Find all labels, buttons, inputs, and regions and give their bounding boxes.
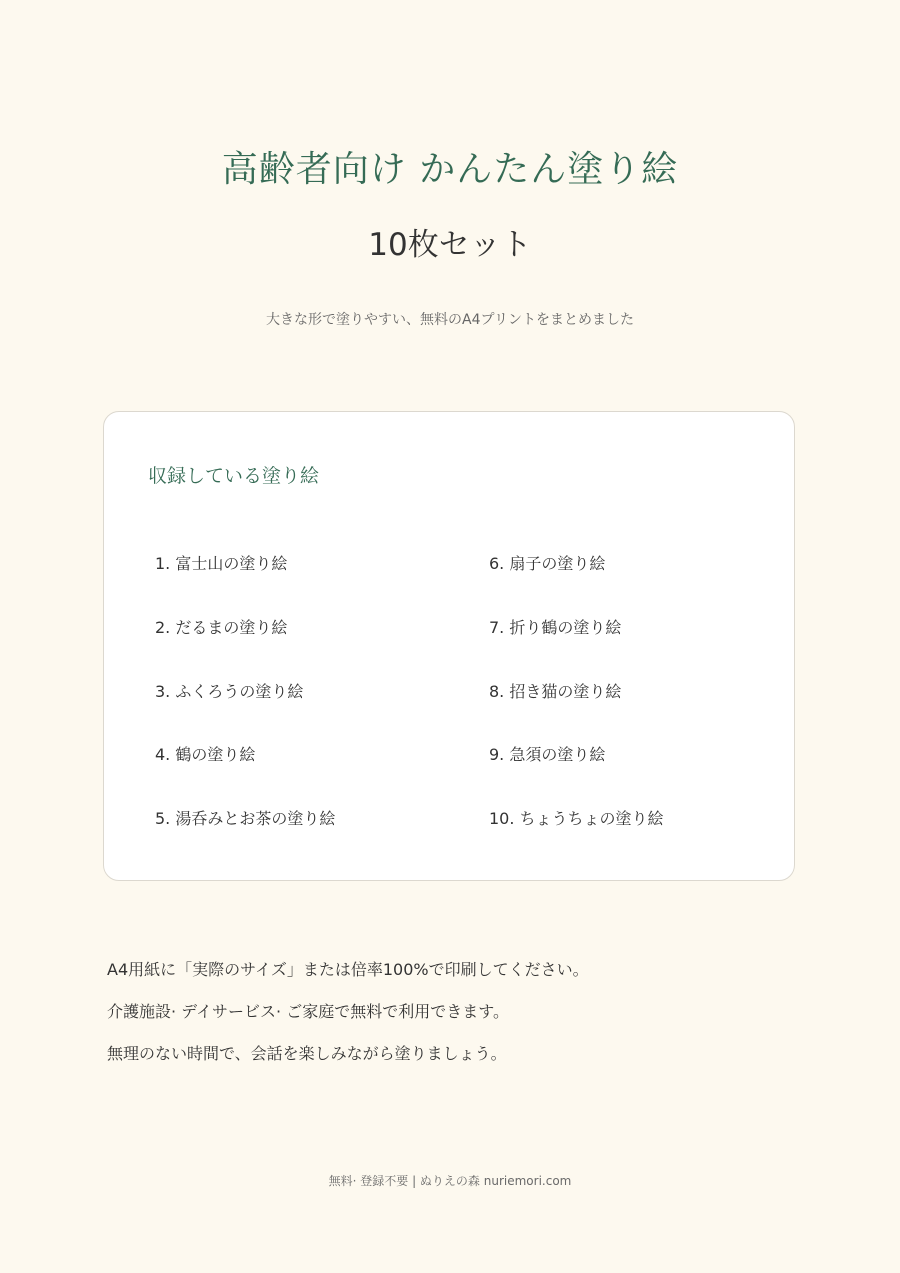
list-item: 5. 湯呑みとお茶の塗り絵	[155, 809, 336, 828]
contents-card	[103, 411, 795, 881]
list-item: 9. 急須の塗り絵	[489, 745, 606, 764]
usage-notes	[107, 957, 807, 1083]
list-item: 10. ちょうちょの塗り絵	[489, 809, 664, 828]
page-lead: 大きな形で塗りやすい、無料のA4プリントをまとめました	[266, 312, 634, 328]
usage-note: 無理のない時間で、会話を楽しみながら塗りましょう。	[107, 1044, 507, 1063]
page-footer: 無料· 登録不要 | ぬりえの森 nuriemori.com	[328, 1174, 572, 1188]
list-item: 6. 扇子の塗り絵	[489, 554, 606, 573]
usage-note: A4用紙に「実際のサイズ」または倍率100%で印刷してください。	[107, 960, 589, 979]
list-item: 3. ふくろうの塗り絵	[155, 682, 304, 701]
list-item: 1. 富士山の塗り絵	[155, 554, 288, 573]
list-item: 4. 鶴の塗り絵	[155, 745, 256, 764]
page-subtitle: 10枚セット	[368, 227, 532, 263]
list-item: 2. だるまの塗り絵	[155, 618, 288, 637]
list-item: 7. 折り鶴の塗り絵	[489, 618, 622, 637]
contents-heading: 収録している塗り絵	[148, 465, 320, 487]
list-item: 8. 招き猫の塗り絵	[489, 682, 622, 701]
contents-list	[155, 551, 755, 871]
usage-note: 介護施設· デイサービス· ご家庭で無料で利用できます。	[107, 1002, 509, 1021]
page-title: 高齢者向け かんたん塗り絵	[221, 149, 679, 190]
